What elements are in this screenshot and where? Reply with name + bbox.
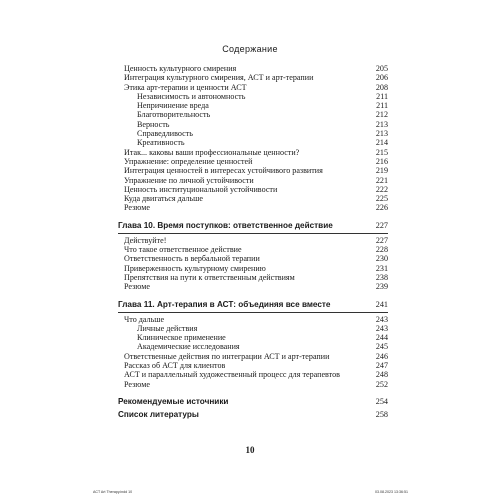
toc-entry-title: Личные действия: [137, 323, 198, 333]
toc-entry-page: 226: [375, 203, 388, 213]
toc-entry-page: 239: [375, 282, 388, 292]
toc-entry: [118, 110, 388, 119]
toc-entry-page: 212: [375, 110, 388, 120]
toc-entry-page: 252: [375, 379, 388, 389]
toc-entry-title: Клиническое применение: [137, 333, 226, 343]
toc-entry-title: Резюме: [124, 379, 150, 389]
toc-entry-title: Итак... каковы ваши профессиональные ценности?: [124, 147, 300, 157]
toc-entry: [118, 73, 388, 82]
toc-entry: [118, 148, 388, 157]
toc-entry: [118, 264, 388, 273]
toc-entry-title: Непричинение вреда: [137, 101, 209, 111]
toc-entry-page: 228: [375, 245, 388, 255]
toc-entry-title: Этика арт-терапии и ценности АСТ: [124, 82, 247, 92]
toc-entry: [118, 138, 388, 147]
toc-entry-page: 214: [375, 138, 388, 148]
toc-entry-title: Глава 11. Арт-терапия в АСТ: объединяя все вместе: [118, 299, 331, 309]
toc-entry: [118, 361, 388, 370]
toc-entry-title: Упражнение по личной устойчивости: [124, 175, 254, 185]
toc-entry-page: 211: [376, 101, 388, 111]
toc-entry: [118, 92, 388, 101]
table-of-contents: [118, 64, 388, 421]
toc-entry-page: 241: [375, 299, 388, 309]
toc-entry-page: 258: [375, 409, 388, 419]
toc-entry-page: 247: [375, 361, 388, 371]
toc-entry: [118, 352, 388, 361]
toc-entry: [118, 203, 388, 212]
toc-entry: [118, 380, 388, 389]
toc-entry-title: Ценность институциональной устойчивости: [124, 184, 278, 194]
toc-entry-page: 215: [375, 147, 388, 157]
toc-entry-title: АСТ и параллельный художественный процесс для терапевтов: [124, 370, 340, 380]
toc-entry-title: Интеграция культурного смирения, АСТ и арт-терапии: [124, 73, 314, 83]
toc-entry-page: 216: [375, 156, 388, 166]
toc-entry-title: Ценность культурного смирения: [124, 64, 237, 73]
toc-chapter-heading: [118, 395, 388, 408]
toc-entry-page: 231: [375, 263, 388, 273]
toc-entry-title: Рассказ об АСТ для клиентов: [124, 361, 226, 371]
toc-entry-title: Ответственные действия по интеграции АСТ и арт-терапии: [124, 351, 330, 361]
chapter-rule: [118, 233, 388, 234]
toc-entry-page: 206: [375, 73, 388, 83]
toc-entry-page: 208: [375, 82, 388, 92]
toc-entry-page: 219: [375, 166, 388, 176]
toc-entry: [118, 64, 388, 73]
toc-entry-page: 222: [375, 184, 388, 194]
toc-entry: [118, 194, 388, 203]
toc-entry-title: Резюме: [124, 282, 150, 292]
toc-entry-title: Рекомендуемые источники: [118, 396, 229, 406]
print-slug-date: 03.08.2023 13:36:51: [375, 490, 408, 494]
toc-entry-page: 254: [375, 396, 388, 406]
toc-entry-title: Академические исследования: [137, 342, 240, 352]
toc-entry-page: 213: [375, 119, 388, 129]
toc-entry: [118, 176, 388, 185]
toc-entry: [118, 83, 388, 92]
toc-entry-title: Глава 10. Время поступков: ответственное действие: [118, 220, 333, 230]
toc-entry-page: 230: [375, 254, 388, 264]
toc-entry: [118, 129, 388, 138]
toc-entry: [118, 342, 388, 351]
toc-entry-page: 246: [375, 351, 388, 361]
toc-entry: [118, 101, 388, 110]
toc-entry-page: 238: [375, 272, 388, 282]
toc-entry-page: 213: [375, 129, 388, 139]
toc-entry: [118, 315, 388, 324]
toc-chapter-heading: [118, 219, 388, 232]
toc-entry-page: 244: [375, 333, 388, 343]
toc-entry-page: 225: [375, 194, 388, 204]
toc-entry: [118, 273, 388, 282]
toc-entry-title: Ответственность в вербальной терапии: [124, 254, 260, 264]
toc-entry-page: 211: [376, 91, 388, 101]
toc-entry: [118, 157, 388, 166]
toc-entry: [118, 166, 388, 175]
toc-entry-title: Куда двигаться дальше: [124, 194, 203, 204]
chapter-rule: [118, 312, 388, 313]
toc-entry-page: 227: [375, 235, 388, 245]
toc-entry-title: Справедливость: [137, 129, 193, 139]
toc-entry: [118, 245, 388, 254]
toc-entry: [118, 120, 388, 129]
toc-entry: [118, 324, 388, 333]
toc-entry-page: 243: [375, 323, 388, 333]
toc-entry: [118, 185, 388, 194]
toc-entry-title: Интеграция ценностей в интересах устойчивого развития: [124, 166, 323, 176]
toc-chapter-heading: [118, 298, 388, 311]
toc-entry: [118, 333, 388, 342]
toc-entry-page: 221: [375, 175, 388, 185]
toc-entry-title: Независимость и автономность: [137, 91, 246, 101]
toc-entry-title: Список литературы: [118, 409, 199, 419]
toc-entry-title: Креативность: [137, 138, 185, 148]
toc-entry-title: Благотворительность: [137, 110, 211, 120]
toc-entry-title: Резюме: [124, 203, 150, 213]
toc-entry-page: 243: [375, 314, 388, 324]
toc-entry: [118, 370, 388, 379]
toc-entry-title: Верность: [137, 119, 170, 129]
toc-entry-page: 248: [375, 370, 388, 380]
toc-entry-page: 205: [375, 64, 388, 73]
toc-entry-title: Приверженность культурному смирению: [124, 263, 266, 273]
print-slug-file: ACT Art Therapy.indd 10: [93, 490, 133, 494]
toc-entry-page: 245: [375, 342, 388, 352]
toc-entry: [118, 236, 388, 245]
toc-entry-title: Действуйте!: [124, 235, 167, 245]
toc-entry: [118, 254, 388, 263]
toc-chapter-heading: [118, 408, 388, 421]
page-number: 10: [245, 445, 255, 455]
toc-entry-title: Что такое ответственное действие: [124, 245, 242, 255]
toc-entry: [118, 282, 388, 291]
toc-entry-page: 227: [375, 220, 388, 230]
toc-entry-title: Упражнение: определение ценностей: [124, 156, 253, 166]
running-head: Содержание: [222, 44, 278, 54]
toc-entry-title: Что дальше: [124, 314, 165, 324]
toc-entry-title: Препятствия на пути к ответственным действиям: [124, 272, 295, 282]
